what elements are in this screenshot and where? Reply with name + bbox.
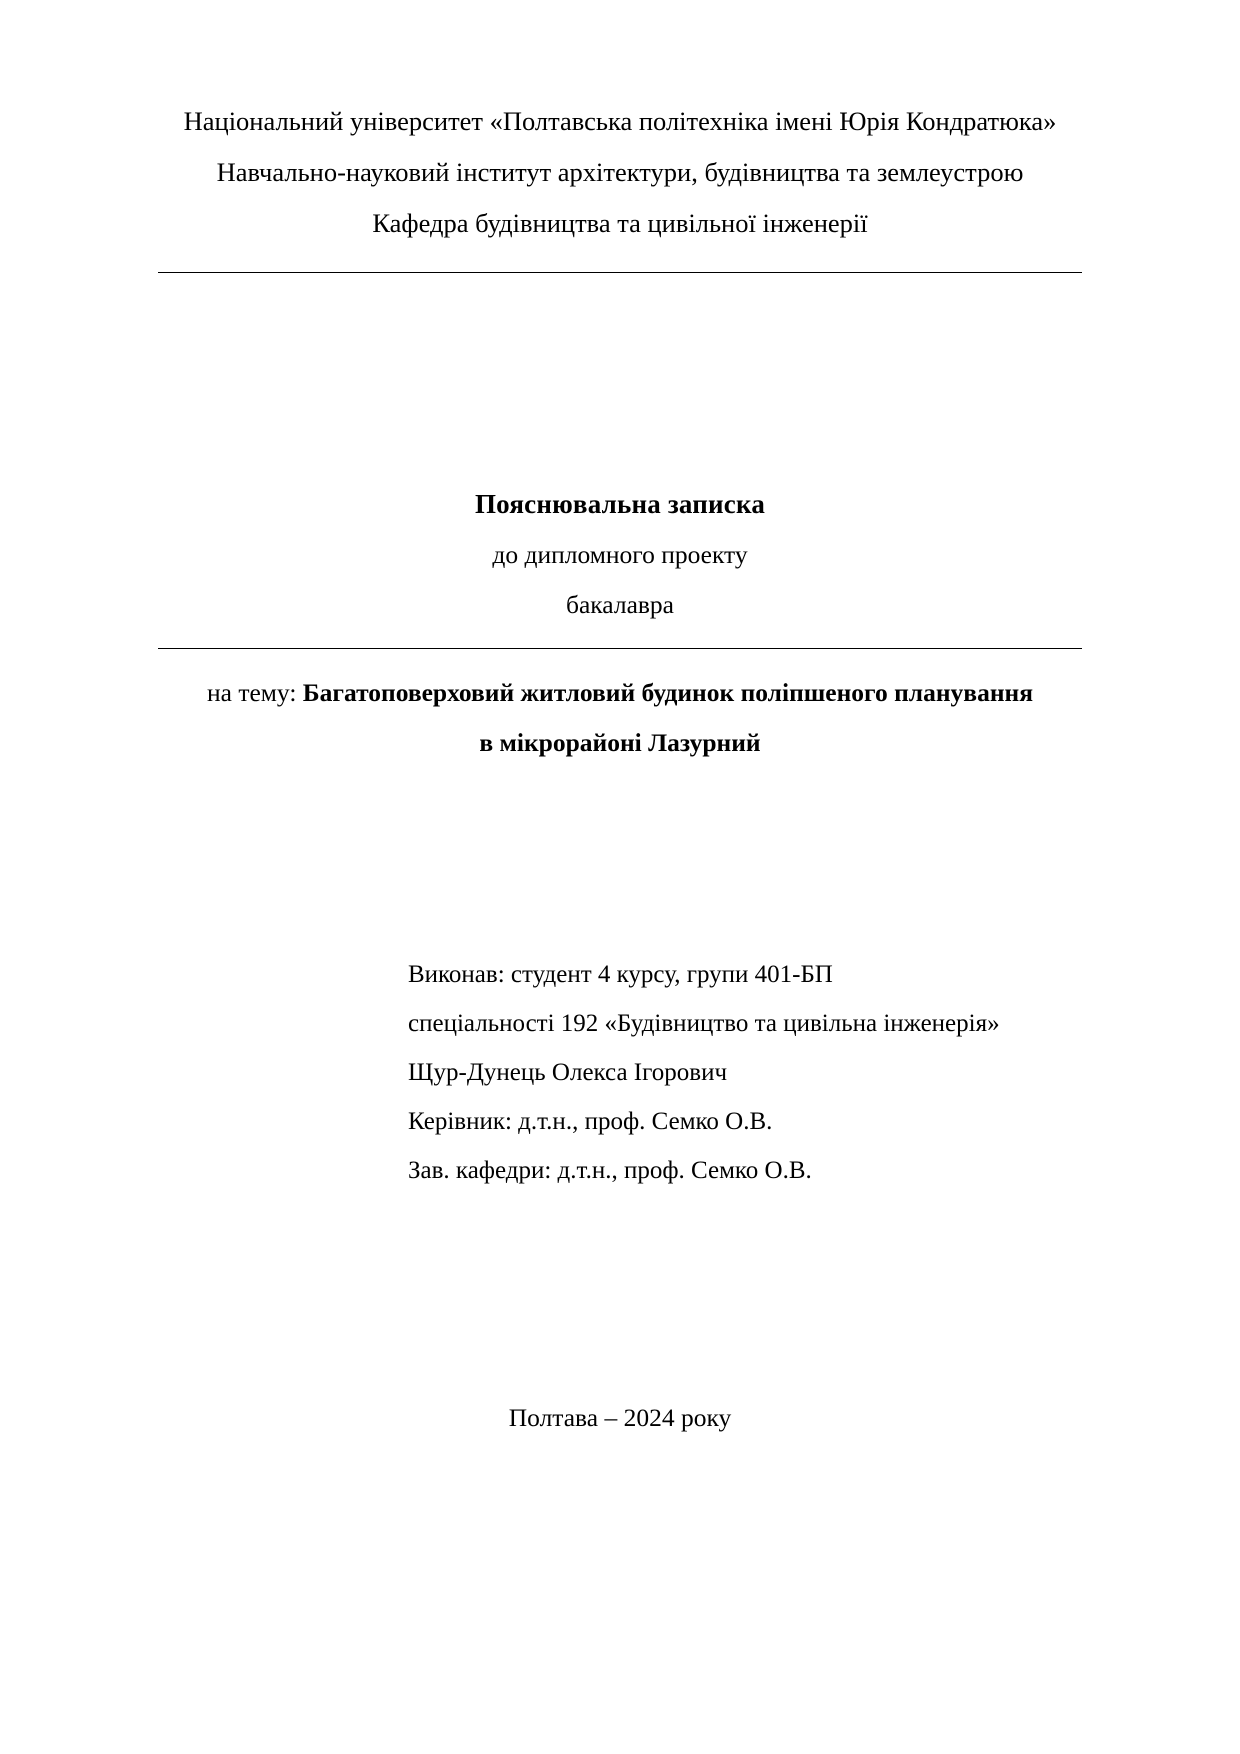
- document-title: Пояснювальна записка: [474, 489, 766, 519]
- author-block: [408, 950, 1120, 1195]
- document-subtitle: до дипломного проекту: [492, 540, 748, 569]
- author-line-supervisor: Керівник: д.т.н., проф. Семко О.В.: [408, 1108, 773, 1135]
- document-kind-block: [0, 478, 1240, 630]
- author-line-speciality: спеціальності 192 «Будівництво та цивільна інженерія»: [408, 1010, 1000, 1037]
- topic-block: [0, 668, 1240, 768]
- author-line-head-of-dept: Зав. кафедри: д.т.н., проф. Семко О.В.: [408, 1157, 812, 1184]
- topic-divider: [158, 648, 1082, 649]
- topic-prefix: на тему:: [206, 678, 303, 707]
- university-name: Національний університет «Полтавська політехніка імені Юрія Кондратюка»: [183, 106, 1057, 136]
- department-name: Кафедра будівництва та цивільної інженерії: [372, 208, 868, 238]
- topic-title-line-2: в мікрорайоні Лазурний: [479, 728, 761, 757]
- topic-title-line-1: Багатоповерховий житловий будинок поліпшеного планування: [302, 678, 1034, 707]
- footer-block: [0, 1398, 1240, 1438]
- author-line-student: Виконав: студент 4 курсу, групи 401-БП: [408, 961, 833, 988]
- degree-level: бакалавра: [566, 590, 674, 619]
- header-divider: [158, 272, 1082, 273]
- topic-line-1: [150, 668, 1090, 718]
- institution-header: [0, 96, 1240, 249]
- city-year: Полтава – 2024 року: [508, 1403, 732, 1432]
- author-line-name: Щур-Дунець Олекса Ігорович: [408, 1059, 728, 1086]
- institute-name: Навчально-науковий інститут архітектури, будівництва та землеустрою: [216, 157, 1024, 187]
